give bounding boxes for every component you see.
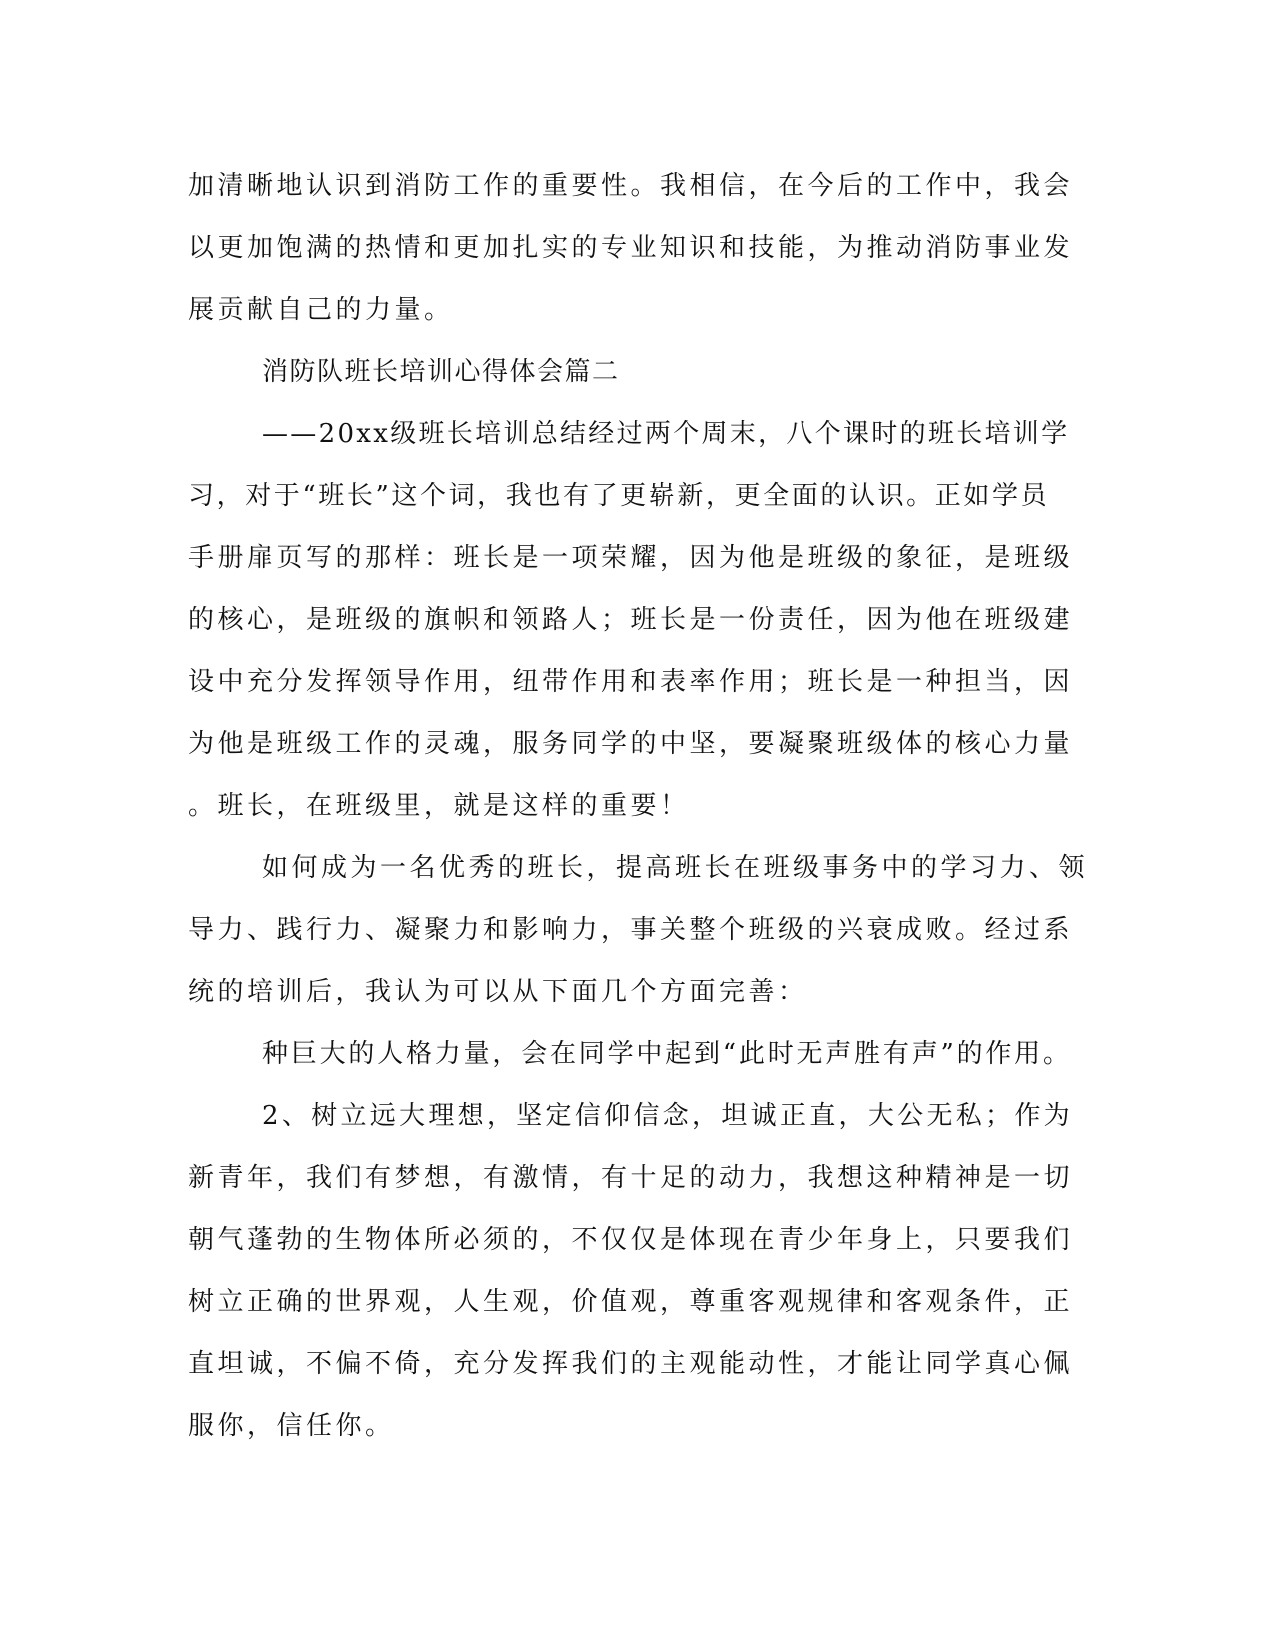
- text-line: 的核心，是班级的旗帜和领路人；班长是一份责任，因为他在班级建: [188, 605, 1074, 635]
- text-line: 新青年，我们有梦想，有激情，有十足的动力，我想这种精神是一切: [188, 1163, 1074, 1193]
- text-line: 设中充分发挥领导作用，纽带作用和表率作用；班长是一种担当，因: [188, 667, 1074, 697]
- text-line: 手册扉页写的那样：班长是一项荣耀，因为他是班级的象征，是班级: [188, 543, 1074, 573]
- text-line: 导力、践行力、凝聚力和影响力，事关整个班级的兴衰成败。经过系: [188, 915, 1074, 945]
- section-title: 消防队班长培训心得体会篇二: [262, 357, 620, 387]
- text-line: 2、树立远大理想，坚定信仰信念，坦诚正直，大公无私；作为: [262, 1101, 1073, 1131]
- text-line: 直坦诚，不偏不倚，充分发挥我们的主观能动性，才能让同学真心佩: [188, 1349, 1074, 1379]
- text-line: 朝气蓬勃的生物体所必须的，不仅仅是体现在青少年身上，只要我们: [188, 1225, 1074, 1255]
- text-line: 如何成为一名优秀的班长，提高班长在班级事务中的学习力、领: [262, 853, 1089, 883]
- text-line: 种巨大的人格力量，会在同学中起到“此时无声胜有声”的作用。: [262, 1039, 1072, 1069]
- text-line: 以更加饱满的热情和更加扎实的专业知识和技能，为推动消防事业发: [188, 233, 1074, 263]
- text-line: 为他是班级工作的灵魂，服务同学的中坚，要凝聚班级体的核心力量: [188, 729, 1074, 759]
- text-line: 统的培训后，我认为可以从下面几个方面完善：: [188, 977, 808, 1007]
- text-line: 树立正确的世界观，人生观，价值观，尊重客观规律和客观条件，正: [188, 1287, 1074, 1317]
- text-line: 。班长，在班级里，就是这样的重要！: [188, 791, 690, 821]
- text-line: 服你，信任你。: [188, 1411, 395, 1441]
- text-line: 展贡献自己的力量。: [188, 295, 454, 325]
- text-line: 加清晰地认识到消防工作的重要性。我相信，在今后的工作中，我会: [188, 171, 1074, 201]
- text-line: ——20xx级班长培训总结经过两个周末，八个课时的班长培训学: [262, 419, 1070, 449]
- text-line: 习，对于“班长”这个词，我也有了更崭新，更全面的认识。正如学员: [188, 481, 1050, 511]
